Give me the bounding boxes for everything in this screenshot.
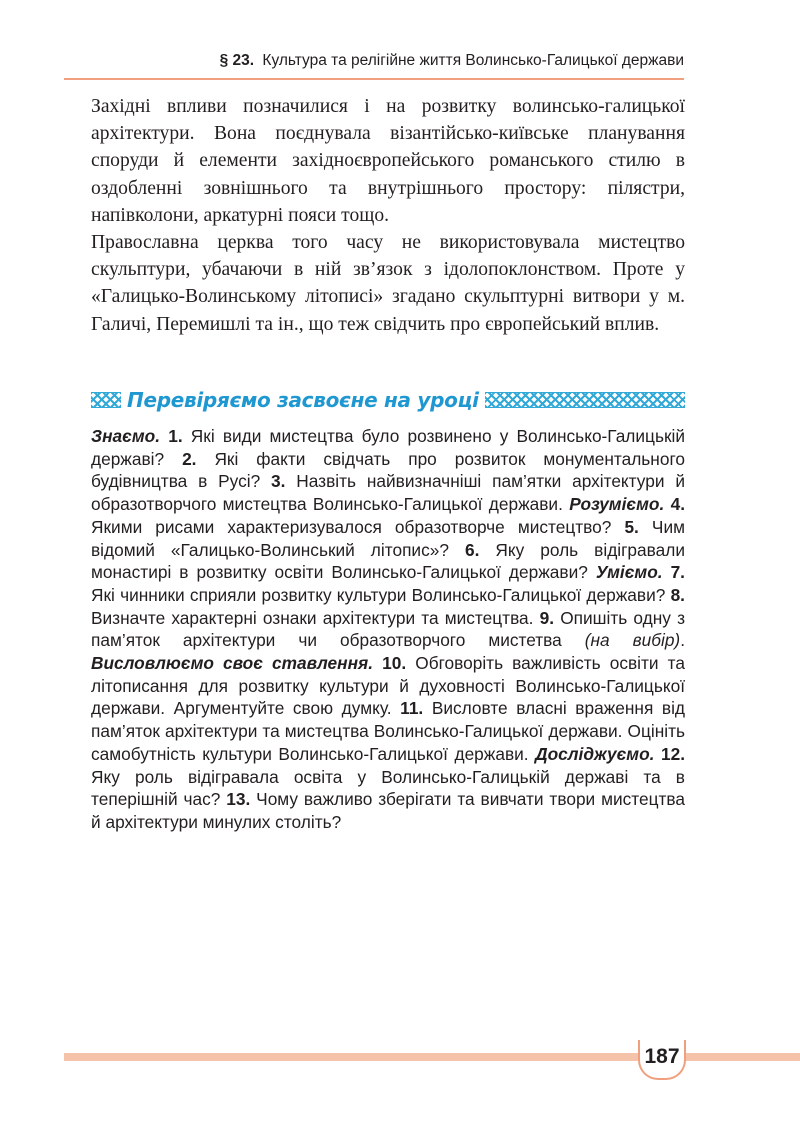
question-text: Назвіть найвизначніші пам’ятки архітектури й образотворчого мистецтва Волинсько-Галицької держави. — [91, 471, 685, 515]
braid-ornament-left — [91, 392, 121, 408]
category-research: Досліджуємо. — [535, 743, 655, 764]
running-header — [64, 48, 684, 80]
question-number: 12. — [660, 743, 686, 764]
footer-rule — [64, 1053, 640, 1061]
review-title: Перевіряємо засвоєне на уроці — [127, 388, 479, 412]
question-number: 8. — [670, 584, 685, 605]
question-text: Яку роль відігравала освіта у Волинсько-Галицькій державі та в теперішній час? — [91, 766, 685, 810]
question-number: 7. — [670, 562, 685, 583]
paragraph-architecture: Західні впливи позначилися і на розвитку волинсько-галицької архітектури. Вона поєднувала візантійсько-київське планування споруди й елементи західноєвропейського романського стилю в оздобленні зовнішнього та внутрішнього простору: пілястри, напівколони, аркатурні пояси тощо. — [91, 96, 685, 226]
question-number: 1. — [168, 426, 183, 446]
question-text: Чому важливо зберігати та вивчати твори мистецтва й архітектури минулих століть? — [91, 789, 685, 832]
question-number: 13. — [226, 789, 251, 810]
category-opinion: Висловлюємо своє ставлення. — [91, 653, 374, 674]
category-understand: Розуміємо. — [569, 494, 665, 515]
question-text: Опишіть одну з пам’яток архітектури чи образотворчого мистетва — [91, 607, 685, 651]
review-questions — [91, 425, 685, 834]
question-number: 11. — [400, 698, 424, 719]
review-section-heading — [91, 387, 685, 413]
question-number: 4. — [670, 494, 685, 515]
question-note: (на вибір) — [584, 630, 681, 651]
question-text: Обговоріть важливість освіти та літописання для розвитку культури й духовності Волинсько-Галицької держави. Аргументуйте свою думку. — [91, 653, 685, 719]
braid-ornament-right — [485, 392, 685, 408]
question-text: Визначте характерні ознаки архітектури та мистецтва. — [91, 607, 534, 628]
category-able: Уміємо. — [595, 562, 663, 583]
question-text: Яку роль відігравали монастирі в розвитку освіти Волинсько-Галицької держави? — [91, 539, 685, 583]
question-number: 6. — [464, 539, 480, 560]
header-title: Культура та релігійне життя Волинсько-Галицької держави — [262, 52, 684, 69]
question-number: 2. — [182, 448, 197, 469]
paragraph-sculpture: Православна церква того часу не використовувала мистецтво скульптури, убачаючи в ній зв’язок з ідолопоклонством. Проте у «Галицько-Волинському літописі» згадано скульптурні витвори у м. Галичі, Перемишлі та ін., що теж свідчить про європейський вплив. — [91, 232, 685, 335]
question-end: . — [680, 630, 685, 651]
category-know: Знаємо. — [91, 426, 161, 446]
question-text: Які факти свідчать про розвиток монументального будівництва в Русі? — [91, 448, 685, 492]
main-text — [91, 93, 685, 338]
question-number: 10. — [382, 653, 407, 674]
question-text: Які чинники сприяли розвитку культури Волинсько-Галицької держави? — [91, 584, 666, 605]
question-text: Якими рисами характеризувалося образотворче мистецтво? — [91, 516, 612, 537]
question-text: Які види мистецтва було розвинено у Волинсько-Галицькій державі? — [91, 426, 685, 469]
question-text: Висловте власні враження від пам’яток архітектури та мистецтва Волинсько-Галицької держави. Оцініть самобутність культури Волинсько-Галицької держави. — [91, 698, 685, 764]
question-text: Чим відомий «Галицько-Волинський літопис»? — [91, 516, 685, 560]
question-number: 9. — [539, 607, 555, 628]
footer-rule-right — [684, 1053, 800, 1061]
page-number: 187 — [638, 1040, 686, 1080]
section-number: § 23. — [219, 52, 255, 69]
question-number: 5. — [624, 516, 639, 537]
question-number: 3. — [271, 471, 286, 492]
